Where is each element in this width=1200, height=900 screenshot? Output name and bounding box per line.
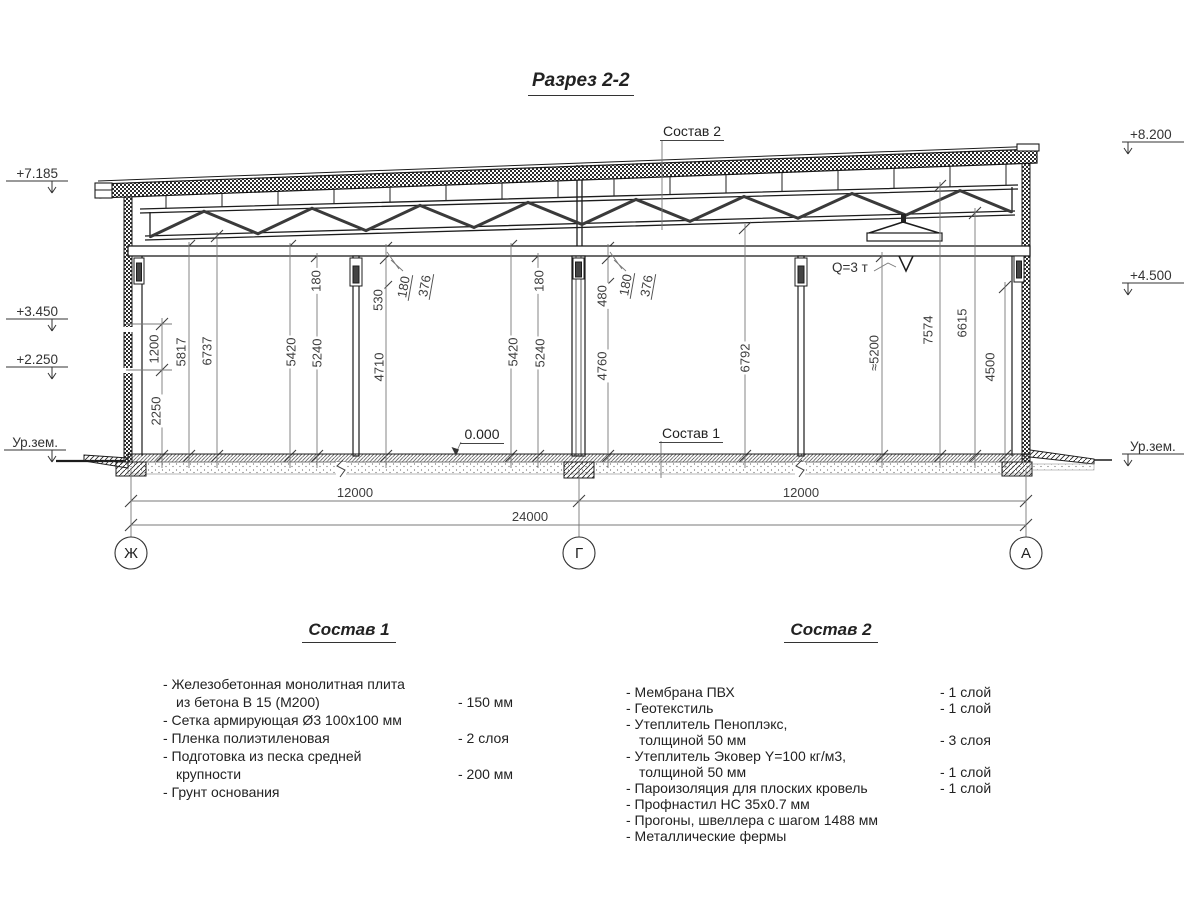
apron-left xyxy=(84,455,128,468)
composition-title: Состав 2 xyxy=(784,620,877,643)
spec-row: - Пароизоляция для плоских кровель - 1 слой xyxy=(626,780,992,796)
roof-left-end-cap xyxy=(95,183,112,198)
floor-slab xyxy=(128,454,1030,462)
spec-row: - Утеплитель Эковер Y=100 кг/м3, xyxy=(626,748,847,764)
roof-layers-callout: Состав 2 xyxy=(660,123,724,141)
columns xyxy=(142,256,1012,456)
vertical-dim: 6792 xyxy=(737,343,753,373)
spec-row: толщиной 50 мм - 1 слой xyxy=(639,764,992,780)
vertical-dim: 4710 xyxy=(371,352,387,382)
crane-capacity-label: Q=3 т xyxy=(832,260,868,275)
vertical-dim: 4760 xyxy=(594,351,610,381)
ramp-right xyxy=(1030,450,1094,464)
spec-row: - Подготовка из песка средней xyxy=(163,748,362,764)
spec-row: - Железобетонная монолитная плита xyxy=(163,676,405,692)
axis-label: Г xyxy=(574,545,584,562)
elevation-mark: +7.185 xyxy=(16,166,58,181)
spec-row: - Грунт основания xyxy=(163,784,280,800)
spec-row: - Геотекстиль - 1 слой xyxy=(626,700,992,716)
bay-dim: 12000 xyxy=(336,485,374,500)
vertical-dim: 5817 xyxy=(173,337,189,367)
spec-row: толщиной 50 мм - 3 слоя xyxy=(639,732,991,748)
spec-row: - Пленка полиэтиленовая - 2 слоя xyxy=(163,730,509,746)
spec-row: - Сетка армирующая Ø3 100x100 мм xyxy=(163,712,402,728)
vertical-dim: 530 xyxy=(370,289,386,311)
axis-label: А xyxy=(1020,545,1031,562)
axis-label: Ж xyxy=(124,545,138,562)
vertical-dim: 6615 xyxy=(954,308,970,338)
vertical-dim: 7574 xyxy=(920,315,936,345)
vertical-dim: 5420 xyxy=(505,337,521,367)
leader-dim: 180 xyxy=(616,272,635,297)
ground-level-mark: Ур.зем. xyxy=(1130,439,1176,454)
elevation-mark: +2.250 xyxy=(16,352,58,367)
floor-composition-spec xyxy=(163,620,535,801)
spec-row: - Прогоны, швеллера с шагом 1488 мм xyxy=(626,812,879,828)
ground-level-mark: Ур.зем. xyxy=(12,435,58,450)
vertical-dim: 2250 xyxy=(148,396,164,426)
drawing-title: Разрез 2-2 xyxy=(528,70,634,96)
vertical-dim: ≈5200 xyxy=(866,334,882,372)
vertical-dim: 180 xyxy=(308,270,324,292)
spec-row: - Мембрана ПВХ - 1 слой xyxy=(626,684,992,700)
spec-row: - Профнастил НС 35x0.7 мм xyxy=(626,796,810,812)
roof-package xyxy=(100,149,1037,198)
zero-level-label: 0.000 xyxy=(460,426,504,444)
vertical-dim: 5240 xyxy=(532,338,548,368)
vertical-dim: 480 xyxy=(594,285,610,307)
right-wall xyxy=(1022,148,1030,462)
leader-dim: 376 xyxy=(637,273,656,298)
elevation-mark: +8.200 xyxy=(1130,127,1172,142)
vertical-dim: 4500 xyxy=(982,352,998,382)
spec-row: - Утеплитель Пеноплэкс, xyxy=(626,716,788,732)
total-dim: 24000 xyxy=(511,509,549,524)
vertical-dim: 5420 xyxy=(283,337,299,367)
elevation-mark: +4.500 xyxy=(1130,268,1172,283)
hook-icon xyxy=(899,256,913,271)
wall-joint xyxy=(123,368,133,373)
vertical-dim: 1200 xyxy=(146,334,162,364)
roof-composition-spec xyxy=(626,620,1036,844)
composition-title: Состав 1 xyxy=(302,620,395,643)
tie-beam xyxy=(128,246,1030,256)
parapet-cap xyxy=(1017,144,1039,151)
spec-row: из бетона В 15 (М200) - 150 мм xyxy=(176,694,514,710)
spec-row: крупности - 200 мм xyxy=(176,766,514,782)
vertical-dim: 5240 xyxy=(309,338,325,368)
spec-row: - Металлические фермы xyxy=(626,828,787,844)
leader-dim: 376 xyxy=(415,273,434,298)
leader-dim: 180 xyxy=(394,274,413,299)
floor-layers-callout: Состав 1 xyxy=(659,425,723,443)
bay-dim: 12000 xyxy=(782,485,820,500)
vertical-dim: 6737 xyxy=(199,336,215,366)
vertical-dim: 180 xyxy=(531,270,547,292)
wall-joint xyxy=(123,327,133,332)
elevation-mark: +3.450 xyxy=(16,304,58,319)
